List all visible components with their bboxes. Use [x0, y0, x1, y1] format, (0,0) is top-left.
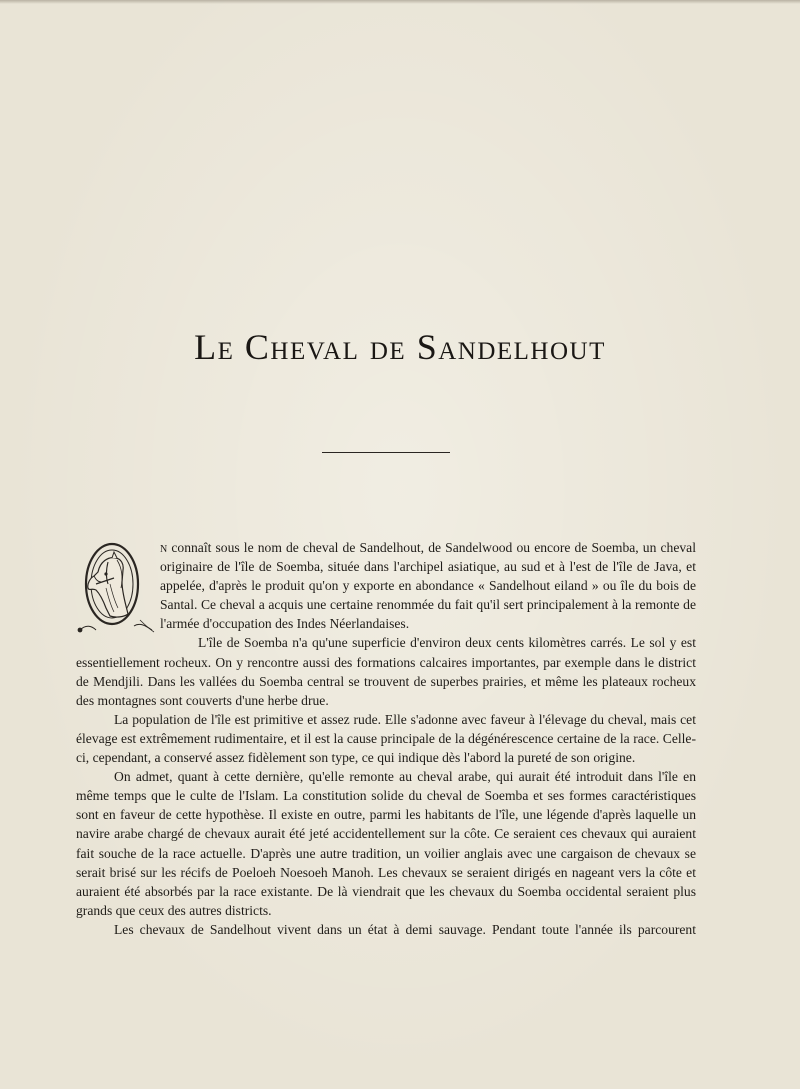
title-divider: [322, 452, 450, 453]
page-top-edge: [0, 0, 800, 4]
opening-paragraph: [76, 538, 696, 633]
opening-paragraph-text: connaît sous le nom de cheval de Sandelhout, de Sandelwood ou encore de Soemba, un cheval originaire de l'île de Soemba, située dans l'archipel asiatique, au sud et à l'est de l'île de Java, et appelée, d'après le produit qu'on y exporte en abondance « Sandelhout eiland » ou île du bois de Santal. Ce cheval a acquis une certaine renommée du fait qu'il sert principalement à la remonte de l'armée d'occupation des Indes Néerlandaises.: [160, 540, 696, 632]
paragraph-2: L'île de Soemba n'a qu'une superficie d'environ deux cents kilomètres carrés. Le sol y est essentiellement rocheux. On y rencontre aussi des formations calcaires importantes, par exemple dans le district de Mendjili. Dans les vallées du Soemba central se trouvent de superbes prairies, et même les plateaux rocheux des montagnes sont couverts d'une herbe drue.: [76, 635, 696, 708]
paragraph-5: Les chevaux de Sandelhout vivent dans un état à demi sauvage. Pendant toute l'année ils parcourent: [114, 921, 696, 937]
paragraph-4: On admet, quant à cette dernière, qu'elle remonte au cheval arabe, qui aurait été introduit dans l'île en même temps que le culte de l'Islam. La constitution solide du cheval de Soemba et ses formes caractéristiques sont en faveur de cette hypothèse. Il existe en outre, parmi les habitants de l'île, une légende d'après laquelle un navire arabe chargé de chevaux aurait été jeté accidentellement sur la côte. Ce seraient ces chevaux qui auraient fait souche de la race actuelle. D'après une autre tradition, un voilier anglais avec une cargaison de chevaux se serait brisé sur les récifs de Poeloeh Noesoeh Manoh. Les chevaux se seraient dirigés en nageant vers la côte et auraient été absorbés par la race existante. De là viendrait que les chevaux du Soemba occidental seraient plus grands que ceux des autres districts.: [76, 769, 696, 918]
opening-lead-word: n: [160, 540, 168, 555]
page-title: Le Cheval de Sandelhout: [194, 327, 606, 367]
paragraph-3: La population de l'île est primitive et assez rude. Elle s'adonne avec faveur à l'élevage du cheval, mais cet élevage est extrêmement rudimentaire, et il est la cause principale de la dégénérescence certaine de la race. Celle-ci, cependant, a conservé assez fidèlement son type, ce qui indique dès l'abord la pureté de son origine.: [76, 711, 696, 766]
horse-head-drop-cap-icon: [76, 538, 158, 634]
article-body: [76, 538, 696, 939]
